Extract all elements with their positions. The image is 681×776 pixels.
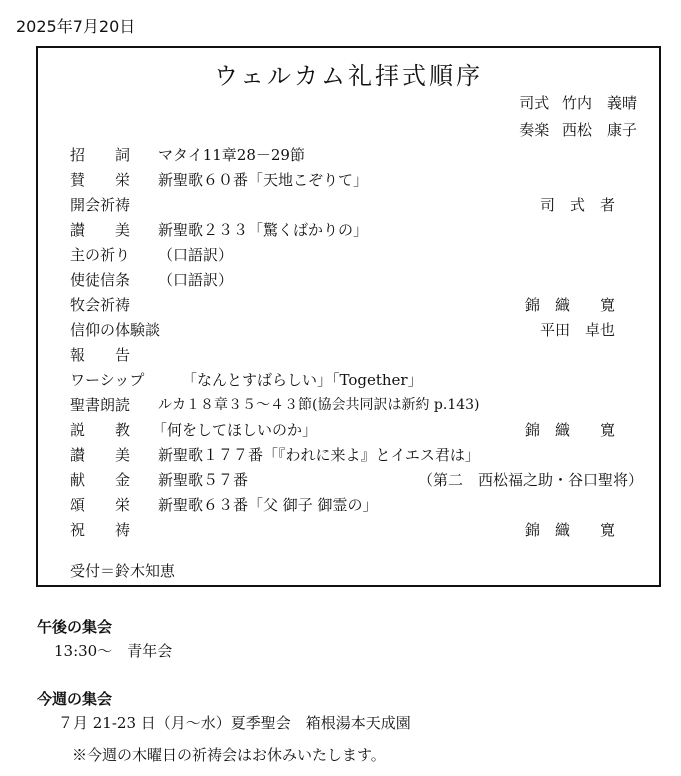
program-item xyxy=(70,494,629,516)
item-label: 招 詞 xyxy=(70,146,131,164)
item-label: 開会祈祷 xyxy=(70,196,131,214)
item-content: 新聖歌２３３「驚くばかりの」 xyxy=(158,221,369,239)
item-content: （口語訳） xyxy=(158,271,234,289)
service-title: ウェルカム礼拝式順序 xyxy=(213,62,484,90)
item-content: ルカ１８章３５～４３節(協会共同訳は新約 p.143) xyxy=(158,397,480,413)
week-heading: 今週の集会 xyxy=(37,690,113,708)
item-content: 「なんとすばらしい」「Together」 xyxy=(182,371,423,389)
item-label: 説 教 xyxy=(70,421,131,439)
program-item xyxy=(70,294,629,316)
program-item xyxy=(70,169,629,191)
officer-name: 西松 康子 xyxy=(561,121,637,139)
program-item xyxy=(70,519,629,541)
item-person: （第二 西松福之助・谷口聖将） xyxy=(417,471,643,489)
officer-presider xyxy=(511,92,637,113)
item-person: 錦 織 寛 xyxy=(524,521,615,539)
item-label: ワーシップ xyxy=(70,371,145,389)
item-content: 「何をしてほしいのか」 xyxy=(152,421,318,439)
item-label: 祝 祷 xyxy=(70,521,131,539)
item-person: 平田 卓也 xyxy=(539,321,615,339)
item-label: 献 金 xyxy=(70,471,131,489)
week-note: ※今週の木曜日の祈祷会はお休みいたします。 xyxy=(72,746,386,764)
program-item xyxy=(70,444,629,466)
item-content: マタイ11章28－29節 xyxy=(158,146,305,164)
item-label: 讃 美 xyxy=(70,446,131,464)
item-label: 報 告 xyxy=(70,346,131,364)
officer-role: 奏楽 xyxy=(519,121,550,139)
afternoon-line: 13:30～ 青年会 xyxy=(54,642,173,660)
item-content: 新聖歌６０番「天地こぞりて」 xyxy=(158,171,369,189)
item-label: 牧会祈祷 xyxy=(70,296,131,314)
item-person: 錦 織 寛 xyxy=(524,421,615,439)
officer-name: 竹内 義晴 xyxy=(561,94,637,112)
item-content: 新聖歌５７番 xyxy=(158,471,249,489)
program-item xyxy=(70,144,629,166)
item-label: 使徒信条 xyxy=(70,271,131,289)
reception-note: 受付＝鈴木知恵 xyxy=(70,562,176,580)
item-label: 讃 美 xyxy=(70,221,131,239)
program-item xyxy=(70,344,629,366)
officer-organist xyxy=(511,119,637,140)
item-content: 新聖歌６３番「父 御子 御霊の」 xyxy=(158,496,378,514)
program-item xyxy=(70,419,629,441)
item-content: （口語訳） xyxy=(158,246,234,264)
program-item xyxy=(70,319,629,341)
afternoon-heading: 午後の集会 xyxy=(37,618,113,636)
week-line: ７月 21-23 日（月～水）夏季聖会 箱根湯本天成園 xyxy=(58,714,411,732)
item-label: 主の祈り xyxy=(70,246,131,264)
program-item xyxy=(70,244,629,266)
item-label: 賛 栄 xyxy=(70,171,131,189)
program-item xyxy=(70,394,629,416)
program-item xyxy=(70,194,629,216)
program-item xyxy=(70,469,643,491)
bulletin-date: 2025年7月20日 xyxy=(16,17,136,36)
program-item xyxy=(70,269,629,291)
item-content: 新聖歌１７７番「『われに来よ』とイエス君は」 xyxy=(158,446,480,464)
officer-role: 司式 xyxy=(519,94,550,112)
item-person: 司 式 者 xyxy=(539,196,615,214)
item-label: 信仰の体験談 xyxy=(70,321,161,339)
item-person: 錦 織 寛 xyxy=(524,296,615,314)
item-label: 頌 栄 xyxy=(70,496,131,514)
order-of-service-box xyxy=(36,46,661,587)
program-item xyxy=(70,369,629,391)
item-label: 聖書朗読 xyxy=(70,396,131,414)
program-item xyxy=(70,219,629,241)
